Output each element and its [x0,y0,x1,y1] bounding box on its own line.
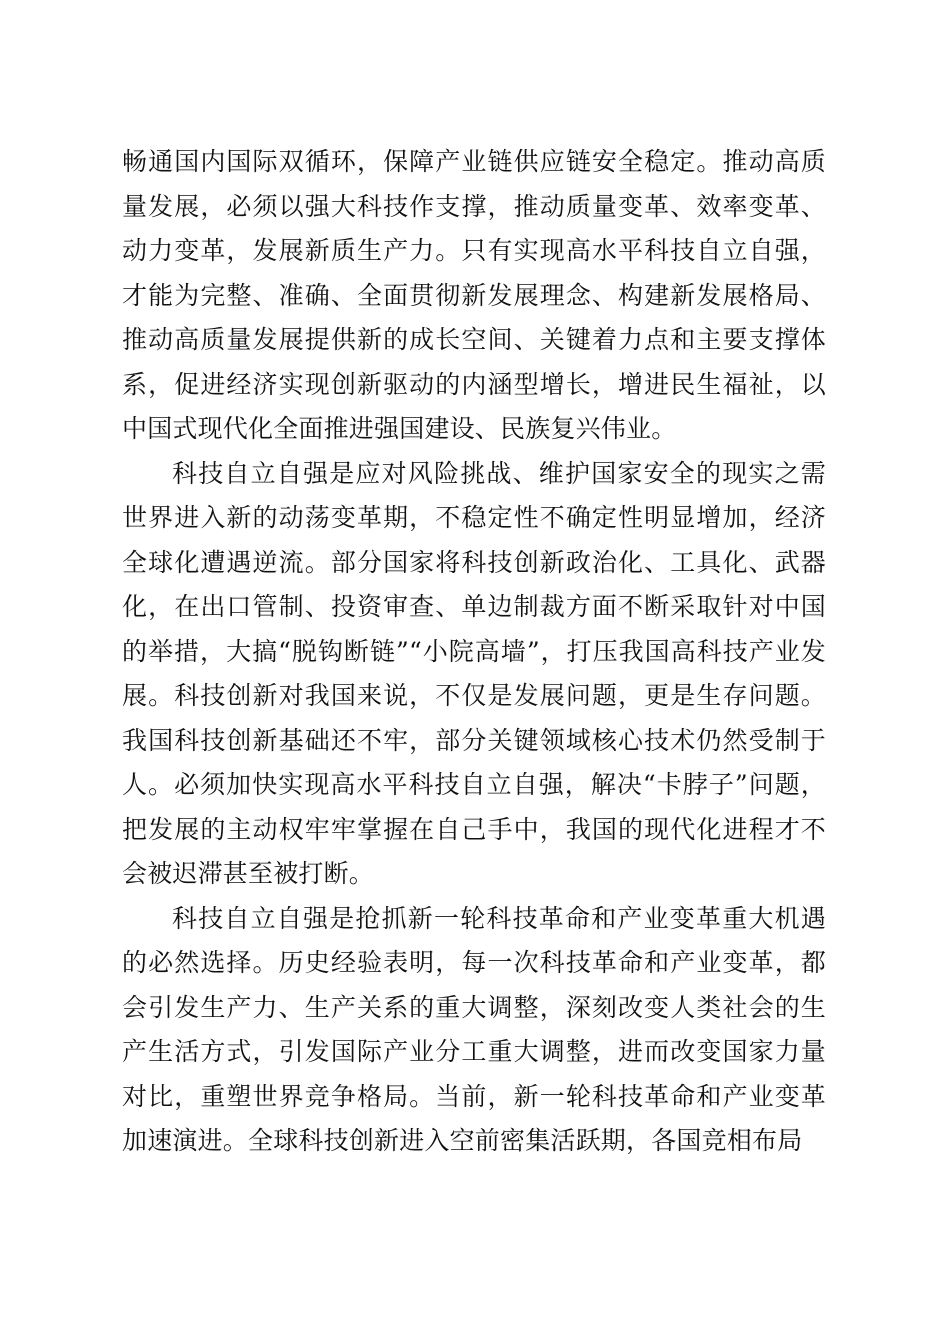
paragraph-continuation: 畅通国内国际双循环，保障产业链供应链安全稳定。推动高质量发展，必须以强大科技作支撑，推动质量变革、效率变革、动力变革，发展新质生产力。只有实现高水平科技自立自强，才能为完整、准确、全面贯彻新发展理念、构建新发展格局、推动高质量发展提供新的成长空间、关键着力点和主要支撑体系，促进经济实现创新驱动的内涵型增长，增进民生福祉，以中国式现代化全面推进强国建设、民族复兴伟业。 [122,147,826,443]
paragraph-opportunity: 科技自立自强是抢抓新一轮科技革命和产业变革重大机遇的必然选择。历史经验表明，每一次科技革命和产业变革，都会引发生产力、生产关系的重大调整，深刻改变人类社会的生产生活方式，引发国际产业分工重大调整，进而改变国家力量对比，重塑世界竞争格局。当前，新一轮科技革命和产业变革加速演进。全球科技创新进入空前密集活跃期，各国竞相布局 [122,903,826,1155]
paragraph-security: 科技自立自强是应对风险挑战、维护国家安全的现实之需世界进入新的动荡变革期，不稳定性不确定性明显增加，经济全球化遭遇逆流。部分国家将科技创新政治化、工具化、武器化，在出口管制、投资审查、单边制裁方面不断采取针对中国的举措，大搞“脱钩断链”“小院高墙”，打压我国高科技产业发展。科技创新对我国来说，不仅是发展问题，更是生存问题。我国科技创新基础还不牢，部分关键领域核心技术仍然受制于人。必须加快实现高水平科技自立自强，解决“卡脖子”问题，把发展的主动权牢牢掌握在自己手中，我国的现代化进程才不会被迟滞甚至被打断。 [122,458,826,888]
document-body [122,140,826,1164]
